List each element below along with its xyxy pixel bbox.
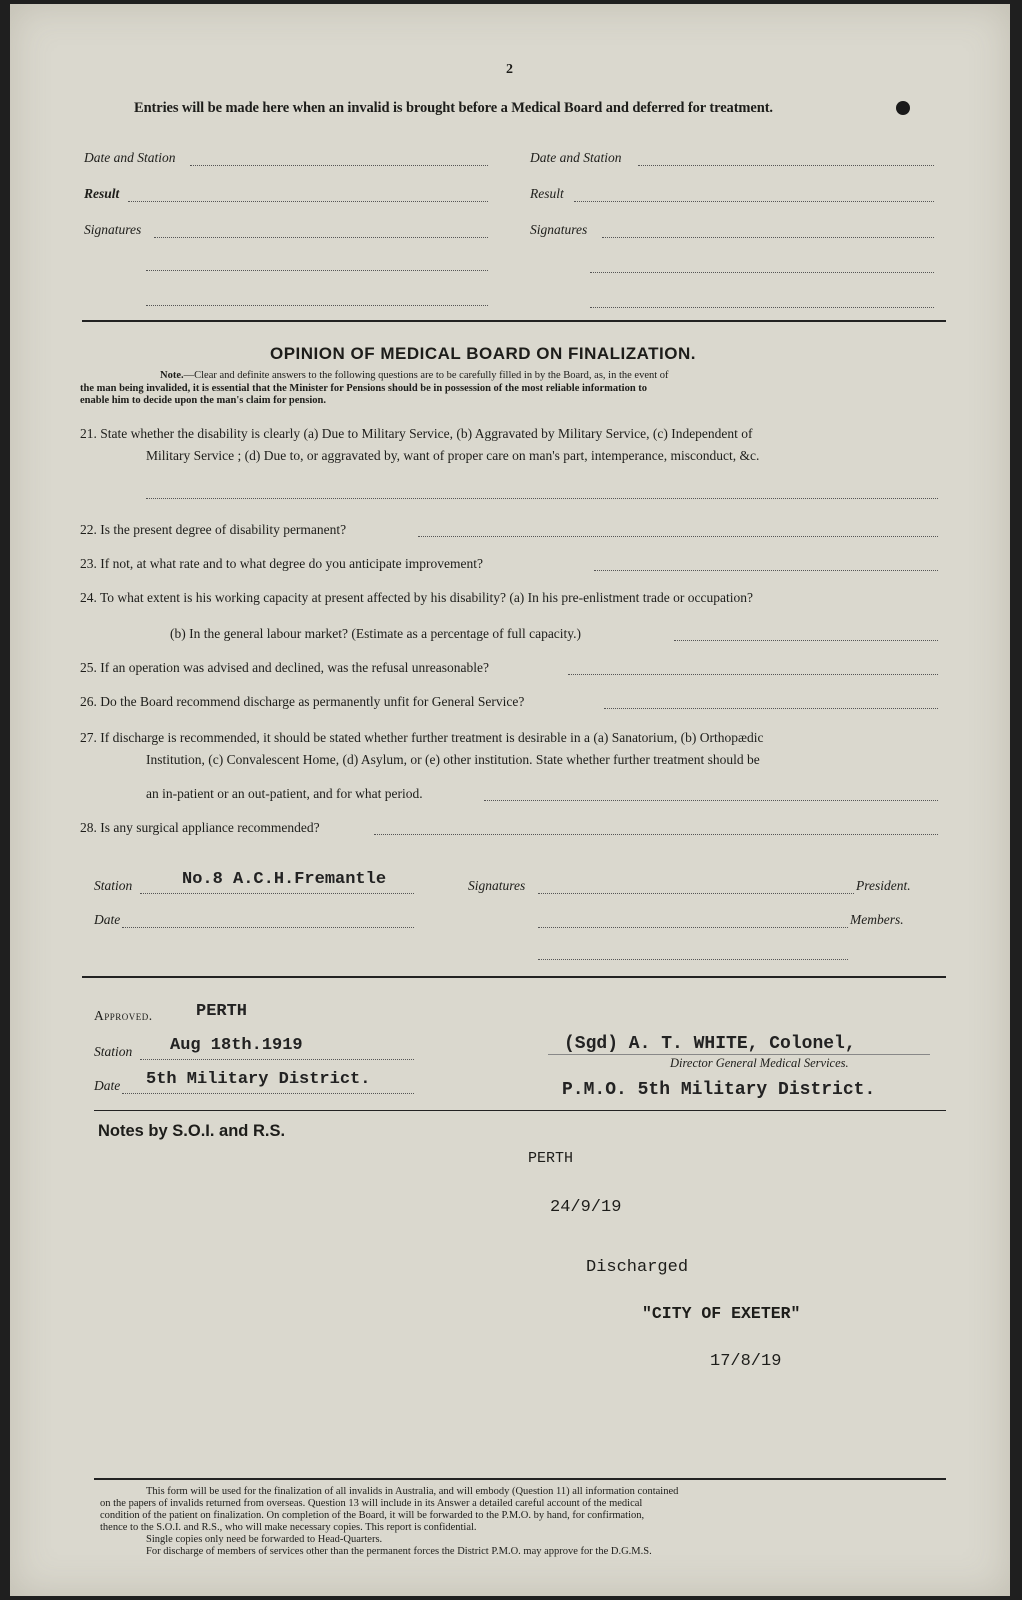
left-result-label: Result bbox=[84, 186, 120, 201]
board-note bbox=[80, 370, 960, 408]
notes-date-2: 17/8/19 bbox=[710, 1352, 782, 1371]
footer-notes bbox=[100, 1486, 980, 1558]
right-result-field[interactable] bbox=[574, 201, 934, 202]
right-signature-field-3[interactable] bbox=[590, 307, 934, 308]
note-line-3: enable him to decide upon the man's claim for pension. bbox=[80, 395, 326, 406]
section-divider-approval bbox=[82, 976, 946, 978]
section-divider-notes bbox=[94, 1110, 946, 1111]
right-signatures-label: Signatures bbox=[530, 222, 588, 237]
left-date-station-label: Date and Station bbox=[84, 150, 176, 165]
members-label: Members. bbox=[850, 912, 904, 927]
question-26-answer[interactable] bbox=[604, 708, 938, 709]
question-21-answer[interactable] bbox=[146, 498, 938, 499]
question-27-line-1: 27. If discharge is recommended, it should be stated whether further treatment is desirable in a (a) Sanatorium, (b) Orthopædic bbox=[80, 730, 764, 745]
notes-ship: "CITY OF EXETER" bbox=[642, 1304, 801, 1323]
approval-signature: (Sgd) A. T. WHITE, Colonel, bbox=[564, 1034, 856, 1054]
punch-hole bbox=[896, 101, 910, 115]
approval-date-label: Date bbox=[94, 1078, 121, 1093]
footer-line-1: This form will be used for the finalization of all invalids in Australia, and will embody (Question 11) all information contained bbox=[146, 1486, 679, 1497]
opinion-title: OPINION OF MEDICAL BOARD ON FINALIZATION. bbox=[270, 344, 696, 363]
approved-value: PERTH bbox=[196, 1002, 248, 1021]
question-26: 26. Do the Board recommend discharge as permanently unfit for General Service? bbox=[80, 694, 525, 709]
question-22: 22. Is the present degree of disability permanent? bbox=[80, 522, 347, 537]
question-25-answer[interactable] bbox=[568, 674, 938, 675]
question-27-line-2: Institution, (c) Convalescent Home, (d) Asylum, or (e) other institution. State whether further treatment should be bbox=[146, 752, 760, 767]
notes-title: Notes by S.O.I. and R.S. bbox=[98, 1122, 286, 1140]
footer-line-2: on the papers of invalids returned from overseas. Question 13 will include in its Answer a detailed careful account of the medical bbox=[100, 1498, 643, 1509]
note-lead: Note. bbox=[160, 370, 184, 381]
question-24-line-1: 24. To what extent is his working capacity at present affected by his disability? (a) In his pre-enlistment trade or occupation? bbox=[80, 590, 753, 605]
left-date-station-field[interactable] bbox=[190, 165, 488, 166]
board-date-label: Date bbox=[94, 912, 121, 927]
approval-signature-line bbox=[548, 1054, 930, 1055]
left-signatures-label: Signatures bbox=[84, 222, 142, 237]
pmo-line: P.M.O. 5th Military District. bbox=[562, 1080, 876, 1100]
footer-line-6: For discharge of members of services other than the permanent forces the District P.M.O. may approve for the D.G.M.S. bbox=[146, 1546, 652, 1557]
member-signature-field-2[interactable] bbox=[538, 959, 848, 960]
board-date-field[interactable] bbox=[122, 927, 414, 928]
question-24-line-2: (b) In the general labour market? (Estimate as a percentage of full capacity.) bbox=[170, 626, 582, 641]
left-signature-field-2[interactable] bbox=[146, 270, 488, 271]
right-date-station-field[interactable] bbox=[638, 165, 934, 166]
deferred-header: Entries will be made here when an invalid is brought before a Medical Board and deferred for treatment. bbox=[134, 100, 773, 116]
page-number: 2 bbox=[506, 62, 513, 77]
president-signature-field[interactable] bbox=[538, 893, 854, 894]
left-signature-field-1[interactable] bbox=[154, 237, 488, 238]
right-signature-field-2[interactable] bbox=[590, 272, 934, 273]
board-station-field[interactable] bbox=[140, 893, 414, 894]
right-signature-field-1[interactable] bbox=[602, 237, 934, 238]
left-signature-field-3[interactable] bbox=[146, 305, 488, 306]
member-signature-field-1[interactable] bbox=[538, 927, 848, 928]
form-page bbox=[10, 4, 1010, 1596]
question-25: 25. If an operation was advised and declined, was the refusal unreasonable? bbox=[80, 660, 489, 675]
approval-date-value: 5th Military District. bbox=[146, 1070, 371, 1089]
question-27-line-3: an in-patient or an out-patient, and for what period. bbox=[146, 786, 423, 801]
board-station-value: No.8 A.C.H.Fremantle bbox=[182, 870, 387, 889]
question-23: 23. If not, at what rate and to what degree do you anticipate improvement? bbox=[80, 556, 483, 571]
approval-station-value: Aug 18th.1919 bbox=[170, 1036, 303, 1055]
footer-line-5: Single copies only need be forwarded to Head-Quarters. bbox=[146, 1534, 383, 1545]
section-divider-top bbox=[82, 320, 946, 322]
question-23-answer[interactable] bbox=[594, 570, 938, 571]
notes-status: Discharged bbox=[586, 1258, 689, 1277]
section-divider-footer bbox=[94, 1478, 946, 1480]
approval-station-label: Station bbox=[94, 1044, 133, 1059]
question-22-answer[interactable] bbox=[418, 536, 938, 537]
president-label: President. bbox=[856, 878, 911, 893]
approved-label: Approved. bbox=[94, 1008, 153, 1023]
note-text: —Clear and definite answers to the following questions are to be carefully filled in by the Board, as, in the event of bbox=[183, 370, 669, 381]
question-28: 28. Is any surgical appliance recommended? bbox=[80, 820, 320, 835]
question-21-line-2: Military Service ; (d) Due to, or aggravated by, want of proper care on man's part, intemperance, misconduct, &c. bbox=[146, 448, 760, 463]
notes-place: PERTH bbox=[528, 1150, 574, 1167]
notes-date-1: 24/9/19 bbox=[550, 1198, 622, 1217]
approval-date-field[interactable] bbox=[122, 1093, 414, 1094]
director-label: Director General Medical Services. bbox=[670, 1056, 849, 1070]
right-date-station-label: Date and Station bbox=[530, 150, 622, 165]
question-28-answer[interactable] bbox=[374, 834, 938, 835]
right-result-label: Result bbox=[530, 186, 564, 201]
footer-line-4: thence to the S.O.I. and R.S., who will make necessary copies. This report is confidential. bbox=[100, 1522, 477, 1533]
question-27-answer[interactable] bbox=[484, 800, 938, 801]
question-21-line-1: 21. State whether the disability is clearly (a) Due to Military Service, (b) Aggravated by Military Service, (c) Independent of bbox=[80, 426, 753, 441]
board-signatures-label: Signatures bbox=[468, 878, 526, 893]
left-result-field[interactable] bbox=[128, 201, 488, 202]
question-24-answer[interactable] bbox=[674, 640, 938, 641]
note-line-2: the man being invalided, it is essential that the Minister for Pensions should be in possession of the most reliable information to bbox=[80, 382, 648, 394]
approval-station-field[interactable] bbox=[140, 1059, 414, 1060]
footer-line-3: condition of the patient on finalization. On completion of the Board, it will be forwarded to the P.M.O. by hand, for confirmation, bbox=[100, 1510, 645, 1521]
board-station-label: Station bbox=[94, 878, 133, 893]
